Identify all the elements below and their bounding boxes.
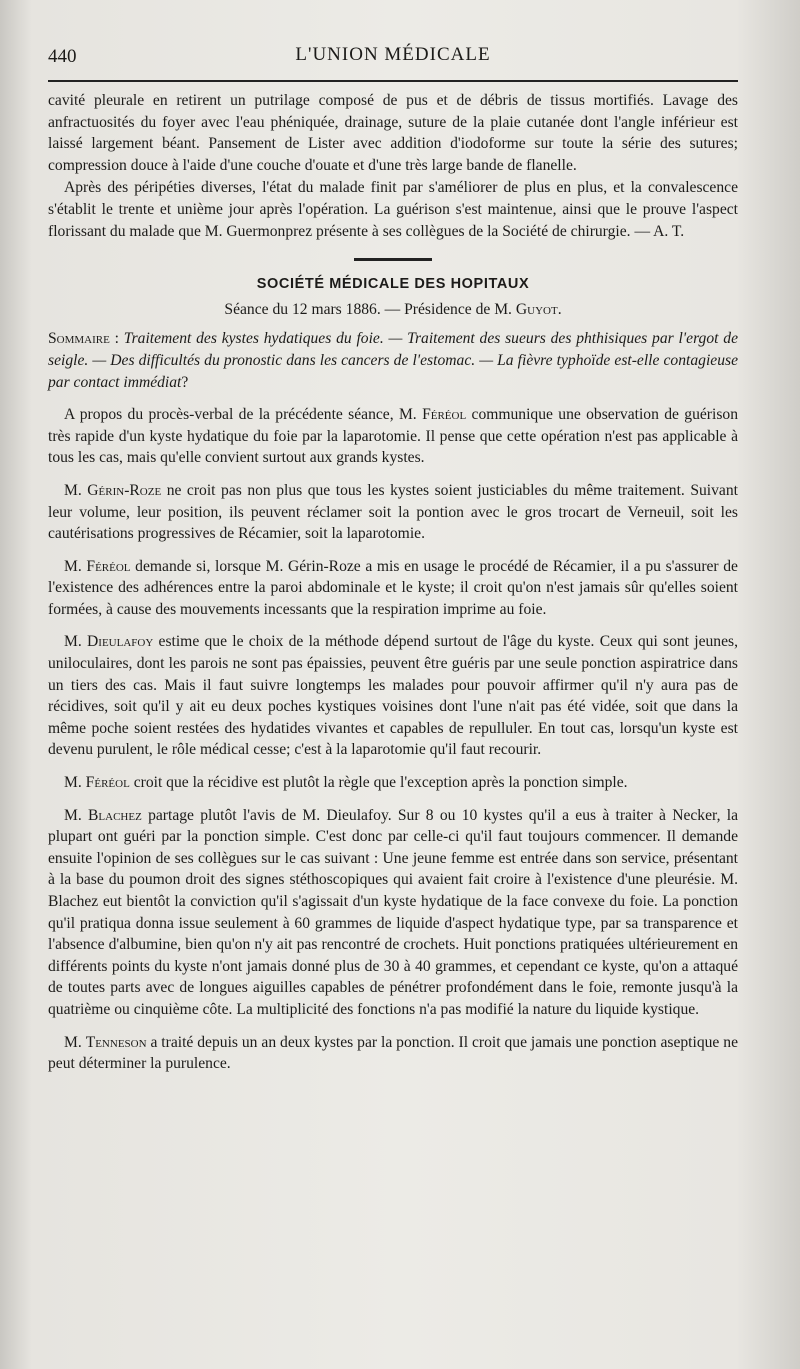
paragraph-lead: A propos du procès-verbal de la précédente séance, M.	[64, 406, 417, 424]
paragraph-lead: M.	[64, 481, 82, 499]
summary-label: Sommaire :	[48, 330, 119, 348]
paragraph-text: a traité depuis un an deux kystes par la ponction. Il croit que jamais une ponction aseptique ne peut déterminer la purulence.	[48, 1033, 738, 1073]
discussion-paragraph	[48, 805, 738, 1021]
header-rule	[48, 80, 738, 82]
article-body	[48, 90, 738, 1075]
speaker-name: Féréol	[85, 774, 130, 792]
paragraph-lead: M.	[64, 774, 82, 792]
running-header	[48, 40, 738, 76]
paragraph-text: demande si, lorsque M. Gérin-Roze a mis en usage le procédé de Récamier, il a pu s'assurer de l'existence des adhérences entre la paroi abdominale et le kyste; il croit qu'on n'est jamais sûr qu'elles soient formées, à cause des mouvements incessants que la respiration imprime au foie.	[48, 557, 738, 618]
paragraph-text: communique une observation de guérison très rapide d'un kyste hydatique du foie par la laparotomie. Il pense que cette opération n'est pas applicable à tous les cas, mais qu'elle convient surtout aux grands kystes.	[48, 406, 738, 467]
session-line	[48, 299, 738, 321]
session-date: Séance du 12 mars 1886. — Présidence de M.	[224, 300, 512, 318]
discussion-paragraph	[48, 404, 738, 469]
speaker-name: Gérin-Roze	[87, 481, 162, 499]
speaker-name: Féréol	[422, 406, 467, 424]
speaker-name: Tenneson	[85, 1033, 147, 1051]
paragraph-text: partage plutôt l'avis de M. Dieulafoy. Sur 8 ou 10 kystes qu'il a eus à traiter à Necker, la plupart ont guéri par la ponction simple. C'est donc par celle-ci qu'il faut toujours commencer. Il demande ensuite l'opinion de ses collègues sur le cas suivant : Une jeune femme est entrée dans son service, présentant à la base du poumon droit des signes stéthoscopiques qui avaient fait croire à l'existence d'une pleurésie. M. Blachez eut bientôt la conviction qu'il s'agissait d'un kyste hydatique de la face convexe du foie. La ponction qu'il pratiqua donna issue seulement à 60 grammes de liquide d'aspect hydatique type, par sa transparence et l'absence d'albumine, bien qu'on n'y ait pas rencontré de crochets. Huit ponctions pratiquées ultérieurement en différents points du kyste n'ont jamais donné plus de 30 à 40 grammes, et cependant ce kyste, qu'on a attaqué de toutes parts avec de longues aiguilles capables de pénétrer profondément dans le foie, remonte jusqu'à la quatrième ou cinquième côte. La multiplicité des fonctions n'a pas modifié la nature du liquide kystique.	[48, 806, 738, 1018]
paragraph-lead: M.	[64, 1033, 82, 1051]
paragraph-text: croit que la récidive est plutôt la règle que l'exception après la ponction simple.	[133, 774, 628, 792]
discussion-paragraph	[48, 556, 738, 621]
discussion-paragraph	[48, 772, 738, 794]
session-end: .	[557, 300, 562, 318]
president-name: Guyot	[515, 300, 558, 318]
discussion-paragraph	[48, 1032, 738, 1075]
paragraph-lead: M.	[64, 633, 82, 651]
section-title: SOCIÉTÉ MÉDICALE DES HOPITAUX	[256, 276, 530, 293]
summary-text: Traitement des kystes hydatiques du foie. — Traitement des sueurs des phthisiques par l'ergot de seigle. — Des difficultés du pronostic dans les cancers de l'estomac. — La fièvre typhoïde est-elle contagieuse par contact immédiat	[48, 330, 738, 391]
paragraph-text: estime que le choix de la méthode dépend surtout de l'âge du kyste. Ceux qui sont jeunes, uniloculaires, dont les parois ne sont pas épaissies, peuvent être guéris par une seule ponction aspiratrice dans un tiers des cas. Mais il faut suivre longtemps les malades pour pouvoir affirmer qu'il n'y aura pas de récidives, soit qu'il y ait eu deux poches kystiques voisines dont l'une n'ait pas été vidée, soit que dans la même poche soient restées des hydatides vivantes et capables de repulluler. En tout cas, lorsqu'un kyste est devenu purulent, le rôle médical cesse; c'est à la laparotomie qu'il faut recourir.	[48, 633, 738, 759]
summary-end: ?	[181, 373, 189, 391]
summary	[48, 328, 738, 393]
speaker-name: Blachez	[88, 806, 142, 824]
speaker-name: Dieulafoy	[87, 633, 154, 651]
discussion-paragraph	[48, 631, 738, 761]
paragraph-lead: M.	[64, 806, 82, 824]
closing-paragraph: Après des péripéties diverses, l'état du malade finit par s'améliorer de plus en plus, et la convalescence s'établit le trente et unième jour après l'opération. La guérison s'est maintenue, ainsi que le prouve l'aspect florissant du malade que M. Guermonprez présente à ses collègues de la Société de chirurgie. — A. T.	[48, 179, 738, 240]
journal-title: L'UNION MÉDICALE	[295, 44, 491, 65]
speaker-name: Féréol	[86, 557, 131, 575]
paragraph-text: ne croit pas non plus que tous les kystes soient justiciables du même traitement. Suivant leur volume, leur position, ils peuvent réclamer soit la pontion avec le gros trocart de Verneuil, soit les cautérisations progressives de Récamier, soit la laparotomie.	[48, 481, 738, 543]
section-separator	[354, 258, 432, 261]
paragraph-lead: M.	[64, 557, 82, 575]
continued-paragraph: cavité pleurale en retirent un putrilage composé de pus et de débris de tissus mortifiés. Lavage des anfractuosités du foyer avec l'eau phéniquée, drainage, suture de la plaie cutanée dont l'angle inférieur est laissé largement béant. Pansement de Lister avec addition d'iodoforme sur toute la série des sutures; compression douce à l'aide d'une couche d'ouate et d'une très large bande de flanelle.	[48, 92, 738, 174]
discussion-paragraph	[48, 480, 738, 545]
page-number: 440	[48, 46, 77, 67]
